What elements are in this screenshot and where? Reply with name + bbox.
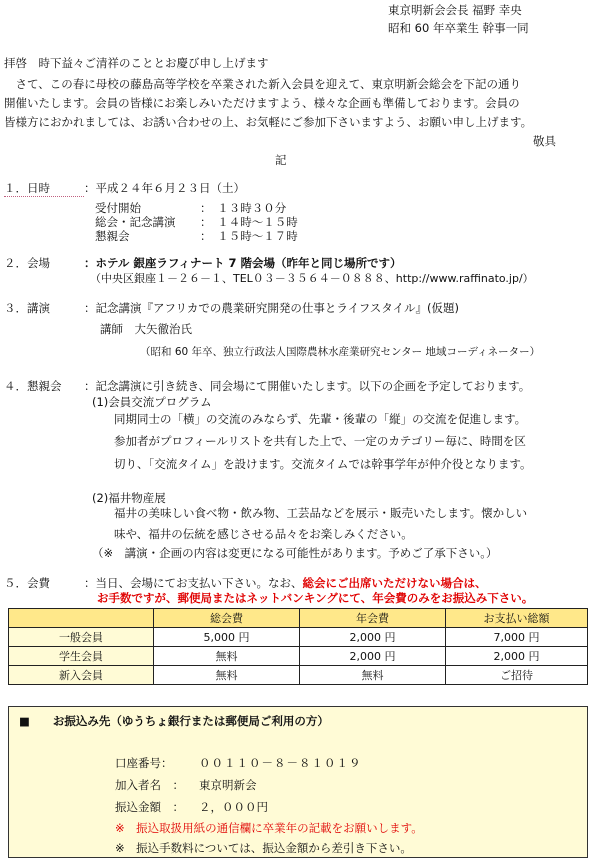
lecture-speaker-bio: （昭和 60 年卒、独立行政法人国際農林水産業研究センター 地域コーディネーター）: [140, 346, 541, 358]
fee-table-header-cell: 総会費: [154, 609, 300, 628]
lecture-label: ３．講演: [4, 301, 50, 315]
fee-table-corner: [9, 609, 154, 628]
greeting-closing: 敬具: [533, 134, 556, 148]
bank-amount-value: ２，０００円: [199, 800, 268, 814]
fee-table-header-cell: お支払い総額: [446, 609, 588, 628]
greeting-body-2: 開催いたします。会員の皆様にお楽しみいただけますよう、様々な企画も準備しております。会員の: [4, 96, 520, 110]
date-label: １．日時: [4, 180, 84, 197]
bank-account-label: 口座番号：: [115, 756, 173, 770]
greeting-body-1: さて、この春に母校の藤島高等学校を卒業された新入会員を迎えて、東京明新会総会を下記の通り: [4, 77, 522, 91]
table-cell: 5,000 円: [154, 628, 300, 647]
party-p2-line-1: 福井の美味しい食べ物・飲み物、工芸品などを展示・販売いたします。懐かしい: [114, 506, 528, 520]
fee-value-text: ：当日、会場にてお支払い下さい。なお、: [84, 576, 303, 590]
table-cell: 7,000 円: [446, 628, 588, 647]
table-cell: 学生会員: [9, 647, 154, 666]
bank-account-value: ００１１０－８－８１０１９: [199, 756, 362, 770]
table-cell: 無料: [300, 666, 446, 685]
fee-value: [84, 575, 487, 591]
fee-table-header: [9, 609, 588, 628]
table-cell: 無料: [154, 666, 300, 685]
venue-address: （中央区銀座１－２６－１、TEL０３－３５６４－０８８８、http://www.raffinato.jp/）: [90, 272, 534, 285]
fee-table: [8, 608, 588, 685]
date-value: ：平成２４年６月２３日（土）: [84, 181, 245, 195]
party-note: （※ 講演・企画の内容は変更になる可能性があります。予めご了承下さい。）: [92, 546, 498, 560]
greeting-body-3: 皆様方におかれましては、お誘い合わせの上、お気軽にご参加下さいますよう、お願い申し上げます。: [4, 115, 533, 129]
sender-line-1: 東京明新会会長 福野 幸央: [388, 3, 522, 17]
party-p2-line-2: 味や、福井の伝統を感じさせる品々をお楽しみください。: [114, 527, 413, 541]
sched-name-2: 総会・記念講演: [95, 215, 176, 229]
greeting-opening: 拝啓 時下益々ご清祥のこととお慶び申し上げます: [4, 56, 269, 70]
table-cell: 一般会員: [9, 628, 154, 647]
fee-table-header-cell: 年会費: [300, 609, 446, 628]
fee-red-text-1: 総会にご出席いただけない場合は、: [302, 576, 487, 590]
table-cell: 新入会員: [9, 666, 154, 685]
sender-line-2: 昭和 60 年卒業生 幹事一同: [388, 21, 529, 35]
table-cell: 2,000 円: [300, 628, 446, 647]
table-row: [9, 628, 588, 647]
fee-red-text-2: お手数ですが、郵便局またはネットバンキングにて、年会費のみをお振込み下さい。: [97, 591, 534, 605]
lecture-speaker: 講師 大矢徹治氏: [100, 322, 192, 336]
party-p1-line-2: 参加者がプロフィールリストを共有した上で、一定のカテゴリー毎に、時間を区: [114, 434, 526, 448]
bank-note-1: ※ 振込取扱用紙の通信欄に卒業年の記載をお願いします。: [115, 821, 423, 835]
bank-holder-label: 加入者名 ：: [115, 778, 184, 792]
table-cell: 2,000 円: [300, 647, 446, 666]
fee-label: ５．会費: [4, 576, 50, 590]
table-row: [9, 647, 588, 666]
sched-time-1: ： １３時３０分: [200, 201, 287, 215]
party-p2-title: (2)福井物産展: [92, 491, 166, 505]
table-cell: 無料: [154, 647, 300, 666]
party-value: ：記念講演に引き続き、同会場にて開催いたします。以下の企画を予定しております。: [84, 379, 531, 393]
bank-holder-value: 東京明新会: [199, 778, 257, 792]
bank-title: ■ お振込み先（ゆうちょ銀行または郵便局ご利用の方）: [19, 714, 329, 728]
sched-name-1: 受付開始: [95, 201, 141, 215]
bank-amount-label: 振込金額 ：: [115, 800, 184, 814]
party-label: ４．懇親会: [4, 379, 62, 393]
lecture-value: ：記念講演『アフリカでの農業研究開発の仕事とライフスタイル』(仮題): [84, 301, 460, 315]
table-cell: ご招待: [446, 666, 588, 685]
ki-heading: 記: [275, 153, 287, 167]
party-p1-title: (1)会員交流プログラム: [92, 395, 212, 409]
party-p1-line-3: 切り、「交流タイム」を設けます。交流タイムでは幹事学年が仲介役となります。: [114, 457, 532, 471]
table-cell: 2,000 円: [446, 647, 588, 666]
sched-time-3: ： １５時～１７時: [200, 229, 298, 243]
sched-time-2: ： １４時～１５時: [200, 215, 298, 229]
bank-note-2: ※ 振込手数料については、振込金額から差引き下さい。: [115, 841, 412, 855]
venue-label: ２．会場: [4, 256, 50, 270]
venue-value: ：ホテル 銀座ラフィナート 7 階会場（昨年と同じ場所です）: [84, 256, 402, 270]
party-p1-line-1: 同期同士の「横」の交流のみならず、先輩・後輩の「縦」の交流を促進します。: [114, 412, 527, 426]
sched-name-3: 懇親会: [95, 229, 130, 243]
table-row: [9, 666, 588, 685]
bank-transfer-box: [8, 706, 588, 858]
